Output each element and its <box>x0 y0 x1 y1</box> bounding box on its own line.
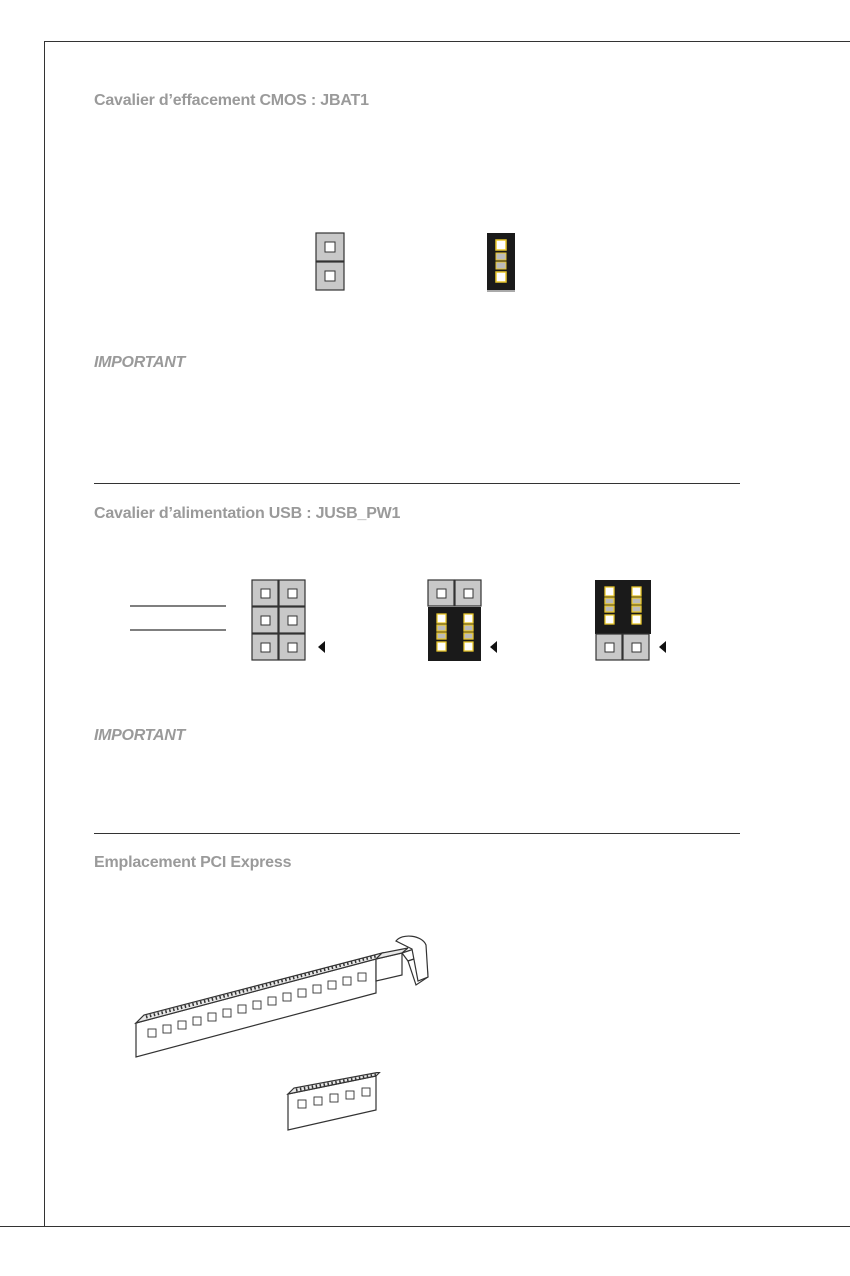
page-frame-bottom <box>0 1226 850 1227</box>
jusb-pw1-bottom-jumpered-diagram <box>424 578 506 666</box>
usb-important-label: IMPORTANT <box>94 727 185 744</box>
usb-pin-leader-lines <box>130 600 230 640</box>
jusb-pw1-top-jumpered-diagram <box>592 578 674 666</box>
pcie-x16-slot-illustration <box>130 935 440 1060</box>
cmos-important-label: IMPORTANT <box>94 354 185 371</box>
page-frame-left <box>44 41 45 1226</box>
jbat1-open-jumper-diagram <box>310 230 350 292</box>
jbat1-clear-jumper-diagram <box>484 232 518 292</box>
section-divider <box>94 833 740 834</box>
pcie-x1-slot-illustration <box>284 1072 384 1134</box>
section-divider <box>94 483 740 484</box>
pcie-heading: Emplacement PCI Express <box>94 854 292 871</box>
usb-heading: Cavalier d’alimentation USB : JUSB_PW1 <box>94 505 401 522</box>
cmos-heading: Cavalier d’effacement CMOS : JBAT1 <box>94 92 369 109</box>
jusb-pw1-open-diagram <box>248 578 330 666</box>
page-frame-top <box>44 41 850 42</box>
